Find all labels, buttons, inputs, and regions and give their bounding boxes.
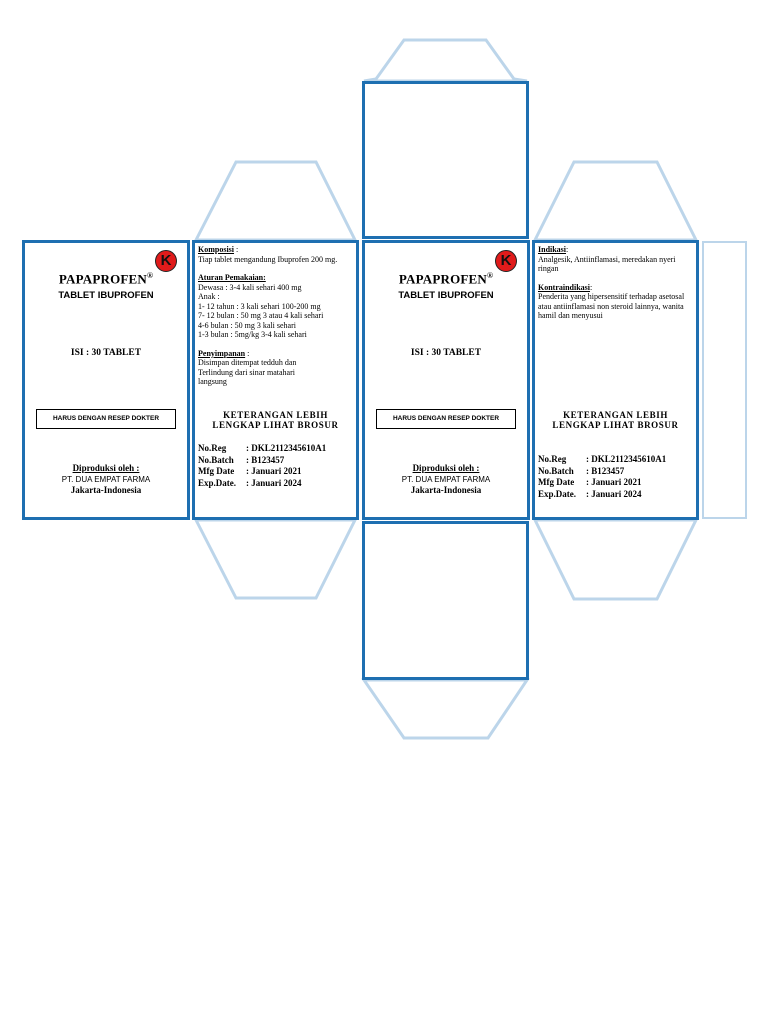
aturan-line: 7- 12 bulan : 50 mg 3 atau 4 kali sehari (198, 311, 324, 320)
bottom-lid-panel (362, 521, 529, 680)
glue-flap-panel (702, 241, 747, 519)
left-side-panel (192, 240, 359, 520)
manufacturer-block (25, 463, 187, 496)
top-flap-right (535, 162, 696, 240)
front-panel-2 (362, 240, 530, 520)
indikasi-heading: Indikasi (538, 245, 567, 254)
info-row-mfg: Mfg Date : Januari 2021 (198, 466, 302, 476)
indikasi-text: Analgesik, Antiinflamasi, meredakan nyeri ringan (538, 254, 676, 273)
prescription-box: HARUS DENGAN RESEP DOKTER (36, 409, 176, 429)
aturan-line: Dewasa : 3-4 kali sehari 400 mg (198, 282, 302, 292)
company-city: Jakarta-Indonesia (410, 485, 482, 495)
aturan-line: Anak : (198, 292, 220, 301)
company-name: PT. DUA EMPAT FARMA (61, 475, 151, 484)
registration-info (538, 454, 666, 500)
content-count: ISI : 30 TABLET (70, 348, 142, 358)
keterangan-note: KETERANGAN LEBIH LENGKAP LIHAT BROSUR (212, 410, 339, 430)
top-flap-left (196, 162, 355, 240)
prescription-box: HARUS DENGAN RESEP DOKTER (376, 409, 516, 429)
kontra-text: Penderita yang hipersensitif terhadap asetosal atau antiinflamasi non steroid lainnya, wanita hamil dan menyusui (538, 292, 685, 320)
company-city: Jakarta-Indonesia (70, 485, 142, 495)
manufacturer-block (365, 463, 527, 496)
registration-info (198, 443, 326, 489)
indication-text: Indikasi: Analgesik, Antiinflamasi, meredakan nyeri ringan Kontraindikasi: Penderita yang hipersensitif terhadap asetosal atau antiinflamasi non steroid lainnya, wanita hamil dan menyusui (538, 245, 693, 321)
aturan-heading: Aturan Pemakaian: (198, 273, 266, 282)
penyimpanan-line: Terlindung dari sinar matahari (198, 367, 295, 377)
info-row-reg: No.Reg : DKL2112345610A1 (538, 454, 667, 464)
bottom-flap-right (535, 520, 696, 599)
k-symbol-icon: K (155, 250, 177, 272)
content-count: ISI : 30 TABLET (410, 348, 482, 358)
composition-text: Komposisi : Tiap tablet mengandung Ibuprofen 200 mg. Aturan Pemakaian: Dewasa : 3-4 kali sehari 400 mg Anak : 1- 12 tahun : 3 kali sehari 100-200 mg 7- 12 bulan : 50 mg 3 atau 4 kali sehari 4-6 bulan : 50 mg 3 kali sehari 1-3 bulan : 5mg/kg 3-4 kali sehari Penyimpanan : Disimpan ditempat tedduh dan Terlindung dari sinar matahari langsung (198, 245, 353, 387)
company-name: PT. DUA EMPAT FARMA (401, 475, 491, 484)
aturan-line: 4-6 bulan : 50 mg 3 kali sehari (198, 320, 296, 330)
komposisi-heading: Komposisi (198, 245, 235, 254)
bottom-flap-left (196, 520, 355, 598)
bottom-flap-main (364, 680, 527, 738)
brand-name: PAPAPROFEN® (398, 271, 494, 287)
komposisi-text: Tiap tablet mengandung Ibuprofen 200 mg. (198, 254, 338, 264)
brand-name: PAPAPROFEN® (58, 271, 154, 287)
registered-mark: ® (486, 271, 494, 280)
info-row-exp: Exp.Date. : Januari 2024 (198, 477, 302, 488)
produced-by-label: Diproduksi oleh : (412, 463, 480, 473)
aturan-line: 1- 12 tahun : 3 kali sehari 100-200 mg (198, 301, 321, 311)
top-flap-main (364, 40, 527, 81)
registered-mark: ® (146, 271, 154, 280)
info-row-batch: No.Batch : B123457 (538, 465, 625, 476)
kontra-heading: Kontraindikasi (538, 282, 591, 292)
product-subtitle: TABLET IBUPROFEN (58, 290, 154, 301)
info-row-batch: No.Batch : B123457 (198, 454, 285, 465)
info-row-exp: Exp.Date. : Januari 2024 (538, 488, 642, 499)
penyimpanan-heading: Penyimpanan (198, 348, 246, 358)
penyimpanan-line: Disimpan ditempat tedduh dan (198, 358, 297, 367)
front-panel-1 (22, 240, 190, 520)
k-symbol-icon: K (495, 250, 517, 272)
keterangan-note: KETERANGAN LEBIH LENGKAP LIHAT BROSUR (552, 410, 679, 430)
right-side-panel (532, 240, 699, 520)
produced-by-label: Diproduksi oleh : (72, 463, 140, 473)
top-lid-panel (362, 81, 529, 239)
product-subtitle: TABLET IBUPROFEN (398, 290, 494, 301)
info-row-mfg: Mfg Date : Januari 2021 (538, 477, 642, 487)
info-row-reg: No.Reg : DKL2112345610A1 (198, 443, 327, 453)
penyimpanan-line: langsung (198, 377, 227, 386)
aturan-line: 1-3 bulan : 5mg/kg 3-4 kali sehari (198, 330, 307, 339)
